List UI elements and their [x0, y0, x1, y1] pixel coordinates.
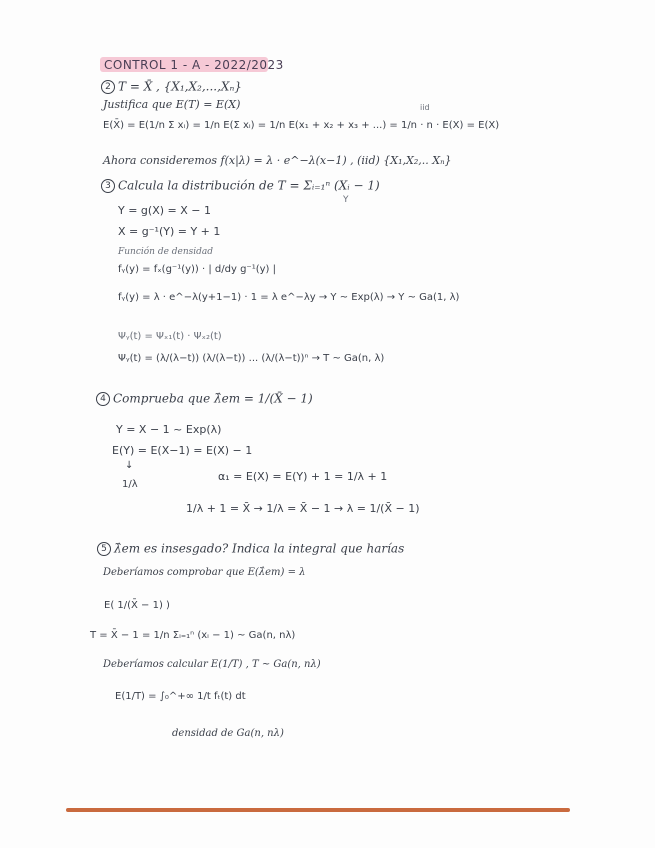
- q3-line6: Ψᵧ(t) = Ψₓ₁(t) · Ψₓ₂(t): [118, 331, 222, 342]
- q5-line6: densidad de Ga(n, nλ): [172, 728, 284, 739]
- q4-line4: α₁ = E(X) = E(Y) + 1 = 1/λ + 1: [218, 470, 388, 483]
- q3-line2: X = g⁻¹(Y) = Y + 1: [118, 225, 221, 238]
- q2-line2: E(X̄) = E(1/n Σ xᵢ) = 1/n E(Σ xᵢ) = 1/n E(x₁ + x₂ + x₃ + ...) = 1/n · n · E(X) = E(X): [103, 120, 500, 131]
- q3-title-text: Calcula la distribución de T = Σᵢ₌₁ⁿ (Xᵢ − 1): [118, 178, 380, 193]
- q4-title-text: Comprueba que λ̂em = 1/(X̄ − 1): [113, 391, 313, 406]
- document-header: CONTROL 1 - A - 2022/2023: [104, 58, 284, 72]
- q3-number-badge: 3: [101, 179, 115, 193]
- q4-title: [96, 392, 313, 406]
- q5-line4: Deberíamos calcular E(1/T) , T ~ Ga(n, nλ): [103, 659, 321, 670]
- q2-line3: Ahora consideremos f(x|λ) = λ · e^−λ(x−1) , (iid) {X₁,X₂,.. Xₙ}: [103, 154, 452, 167]
- q5-line2: E( 1/(X̄ − 1) ): [104, 600, 170, 611]
- q2-title-text: T = X̄ , {X₁,X₂,...,Xₙ}: [118, 79, 242, 94]
- q5-title: [97, 542, 404, 556]
- q4-one-over-lambda: 1/λ: [122, 479, 138, 490]
- q4-arrow: ↓: [125, 460, 134, 471]
- q5-line3: T = X̄ − 1 = 1/n Σᵢ₌₁ⁿ (xᵢ − 1) ~ Ga(n, nλ): [90, 630, 296, 641]
- q3-line5: fᵧ(y) = λ · e^−λ(y+1−1) · 1 = λ e^−λy → Y ~ Exp(λ) → Y ~ Ga(1, λ): [118, 292, 460, 303]
- q4-line1: Y = X − 1 ~ Exp(λ): [116, 423, 222, 436]
- page-bottom-edge: [66, 808, 570, 812]
- q3-line7: Ψᵧ(t) = (λ/(λ−t)) (λ/(λ−t)) ... (λ/(λ−t))ⁿ → T ~ Ga(n, λ): [118, 353, 385, 364]
- q2-number-badge: 2: [101, 80, 115, 94]
- q3-title: [101, 179, 380, 193]
- q5-line1: Deberíamos comprobar que E(λ̂em) = λ: [103, 567, 306, 578]
- q5-number-badge: 5: [97, 542, 111, 556]
- q4-line5: 1/λ + 1 = X̄ → 1/λ = X̄ − 1 → λ = 1/(X̄ − 1): [186, 502, 420, 515]
- q3-line3: Función de densidad: [118, 247, 214, 257]
- q3-line1: Y = g(X) = X − 1: [118, 204, 211, 217]
- q4-number-badge: 4: [96, 392, 110, 406]
- q4-line2: E(Y) = E(X−1) = E(X) − 1: [112, 444, 253, 457]
- q3-line4: fᵧ(y) = fₓ(g⁻¹(y)) · | d/dy g⁻¹(y) |: [118, 264, 276, 275]
- q2-iid-note: iid: [420, 103, 430, 112]
- q2-line1: Justifica que E(T) = E(X): [103, 98, 241, 111]
- q5-title-text: λ̂em es insesgado? Indica la integral que harías: [114, 541, 405, 556]
- q2-title: [101, 80, 242, 94]
- q5-line5: E(1/T) = ∫₀^+∞ 1/t fₜ(t) dt: [115, 691, 246, 702]
- q3-under-label: Y: [343, 195, 349, 205]
